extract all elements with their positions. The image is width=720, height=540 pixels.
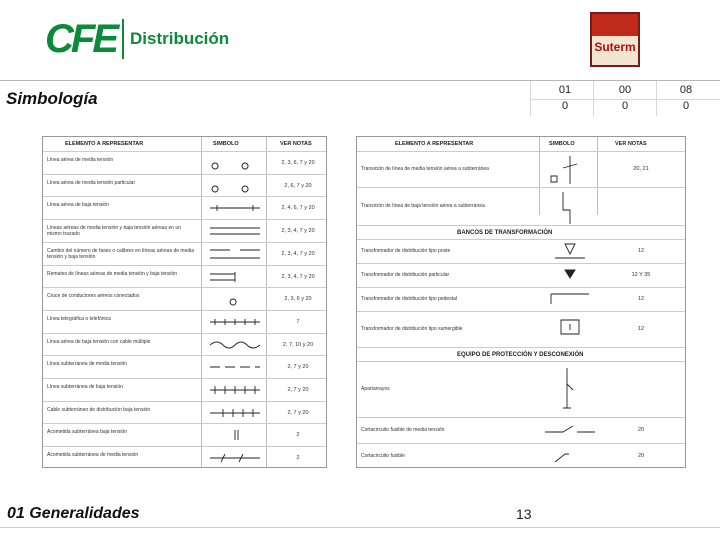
table-row: [357, 239, 685, 263]
table-row: [43, 310, 326, 333]
symbol-glyph: [205, 222, 265, 240]
notes-label: 2, 3, 6, 7 y 20: [281, 160, 315, 166]
table-row: [43, 265, 326, 288]
element-label: Cable subterráneo de distribución baja tensión: [47, 406, 151, 413]
table-row: [43, 151, 326, 174]
column-header: SIMBOLO: [549, 141, 575, 147]
table-row: [357, 151, 685, 187]
cfe-logo: [45, 14, 229, 64]
symbol-glyph: [205, 268, 265, 286]
symbol-glyph: [205, 449, 265, 467]
table-row: [357, 311, 685, 347]
footer-divider: [0, 527, 720, 528]
element-label: Línea aérea de baja tensión: [47, 202, 109, 209]
table-row: [357, 287, 685, 311]
symbol-glyph: [543, 190, 597, 224]
element-label: Transformador de distribución tipo pedestal: [361, 296, 457, 302]
left-symbol-table: [42, 136, 327, 468]
table-row: [357, 263, 685, 287]
notes-label: 2, 7 y 20: [287, 364, 309, 371]
table-row: [43, 174, 326, 197]
table-row: [43, 196, 326, 219]
symbol-glyph: [543, 314, 597, 346]
notes-label: 12: [637, 326, 645, 332]
element-label: Acometida subterránea baja tensión: [47, 429, 128, 436]
element-label: Transición de línea de media tensión aérea a subterránea: [361, 166, 489, 172]
symbol-glyph: [543, 420, 597, 442]
suterm-logo: [590, 12, 640, 67]
cfe-mark: CFE: [45, 16, 116, 61]
code-cell: 0: [621, 100, 629, 112]
notes-label: 2: [296, 432, 300, 439]
symbol-glyph: [543, 266, 597, 286]
element-label: Cortacircuito fusible: [361, 453, 405, 459]
symbol-glyph: [205, 313, 265, 331]
notes-label: 2: [296, 455, 300, 462]
symbol-glyph: [205, 154, 265, 172]
page-number: 13: [516, 506, 532, 522]
section-row: [357, 347, 685, 361]
code-cell: 0: [561, 100, 569, 112]
notes-label: 20: [637, 453, 645, 459]
table-row: [43, 401, 326, 424]
symbol-glyph: [543, 364, 597, 416]
element-label: Transformador de distribución particular: [361, 272, 450, 278]
symbol-glyph: [543, 290, 597, 310]
table-row: [43, 287, 326, 310]
table-row: [43, 378, 326, 401]
code-cell: 00: [618, 84, 632, 96]
table-row: [43, 446, 326, 469]
symbol-glyph: [205, 336, 265, 354]
symbol-glyph: [205, 177, 265, 195]
table-row: [357, 443, 685, 469]
symbol-glyph: [205, 245, 265, 263]
code-cell: 01: [558, 84, 572, 96]
table-row: [43, 333, 326, 356]
notes-label: 2, 3, 4, 7 y 20: [281, 250, 315, 257]
notes-label: 12: [637, 248, 645, 254]
notes-label: 2, 6, 7 y 20: [284, 182, 312, 189]
document-code-table: [530, 81, 720, 116]
table-row: [43, 423, 326, 446]
table-row: [357, 361, 685, 417]
element-label: Acometida subterránea de media tensión: [47, 452, 139, 459]
notes-label: 2, 3, 6 y 20: [284, 296, 312, 303]
element-label: Línea aérea de media tensión: [47, 157, 114, 163]
column-header: SIMBOLO: [213, 141, 239, 147]
symbol-glyph: [205, 199, 265, 217]
element-label: Apartarrayos: [361, 386, 390, 392]
section-row: [357, 225, 685, 239]
notes-label: 20: [637, 427, 645, 433]
section-title: BANCOS DE TRANSFORMACIÓN: [457, 230, 553, 236]
symbol-glyph: [543, 154, 597, 186]
column-header: ELEMENTO A REPRESENTAR: [65, 141, 144, 147]
right-symbol-table: [356, 136, 686, 468]
element-label: Transformador de distribución tipo poste: [361, 248, 451, 254]
symbol-glyph: [205, 290, 265, 308]
element-label: Transición de línea de baja tensión aérea a subterránea: [361, 203, 485, 209]
notes-label: 12: [637, 296, 645, 302]
notes-label: 2, 3, 4, 7 y 20: [281, 228, 315, 235]
page-title: Simbología: [6, 89, 98, 108]
element-label: Cortacircuito fusible de media tensión: [361, 427, 445, 433]
element-label: Remates de líneas aéreas de media tensión y baja tensión: [47, 270, 178, 277]
table-row: [357, 187, 685, 225]
notes-label: 2, 4, 6, 7 y 20: [281, 205, 315, 212]
element-label: Línea telegráfica o telefónica: [47, 315, 111, 322]
element-label: Línea aérea de media tensión particular: [47, 179, 136, 186]
notes-label: 2, 3, 4, 7 y 20: [281, 273, 315, 280]
symbol-glyph: [543, 242, 597, 262]
column-header: VER NOTAS: [280, 141, 312, 147]
code-cell: 08: [679, 84, 693, 96]
element-label: Transformador de distribución tipo sumergible: [361, 326, 463, 332]
cfe-subtitle: Distribución: [130, 29, 230, 48]
element-label: Cambio del número de fases o calibres en líneas aéreas de media tensión y baja tensión: [47, 247, 195, 260]
notes-label: 20, 21: [633, 166, 649, 172]
element-label: Línea aérea de baja tensión con cable múltiple: [47, 338, 151, 345]
notes-label: 7: [296, 318, 300, 325]
table-row: [43, 242, 326, 265]
notes-label: 2, 7 y 20: [287, 387, 309, 393]
element-label: Línea subterránea de media tensión: [47, 361, 128, 368]
section-title: EQUIPO DE PROTECCIÓN Y DESCONEXIÓN: [457, 352, 584, 358]
symbol-glyph: [205, 381, 265, 399]
element-label: Líneas aéreas de media tensión y baja tensión aéreas en un mismo trazado: [47, 225, 181, 238]
column-header: ELEMENTO A REPRESENTAR: [395, 141, 474, 147]
suterm-banner: [592, 14, 638, 36]
symbol-glyph: [205, 358, 265, 376]
table-row: [43, 355, 326, 378]
symbol-glyph: [543, 446, 597, 468]
table-row: [43, 219, 326, 242]
element-label: Cruce de conductores aéreos conectados: [47, 293, 140, 300]
table-row: [357, 417, 685, 443]
element-label: Línea subterránea de baja tensión: [47, 384, 123, 390]
cfe-divider: [122, 19, 124, 59]
column-header: VER NOTAS: [615, 141, 647, 147]
notes-label: 2, 7 y 20: [287, 409, 309, 416]
code-cell: 0: [682, 100, 690, 112]
notes-label: 2, 7, 10 y 20: [282, 341, 314, 348]
suterm-text: Suterm: [594, 40, 636, 54]
symbol-glyph: [205, 426, 265, 444]
symbol-glyph: [205, 404, 265, 422]
section-label: 01 Generalidades: [7, 505, 140, 522]
notes-label: 12 Y 35: [631, 272, 651, 278]
